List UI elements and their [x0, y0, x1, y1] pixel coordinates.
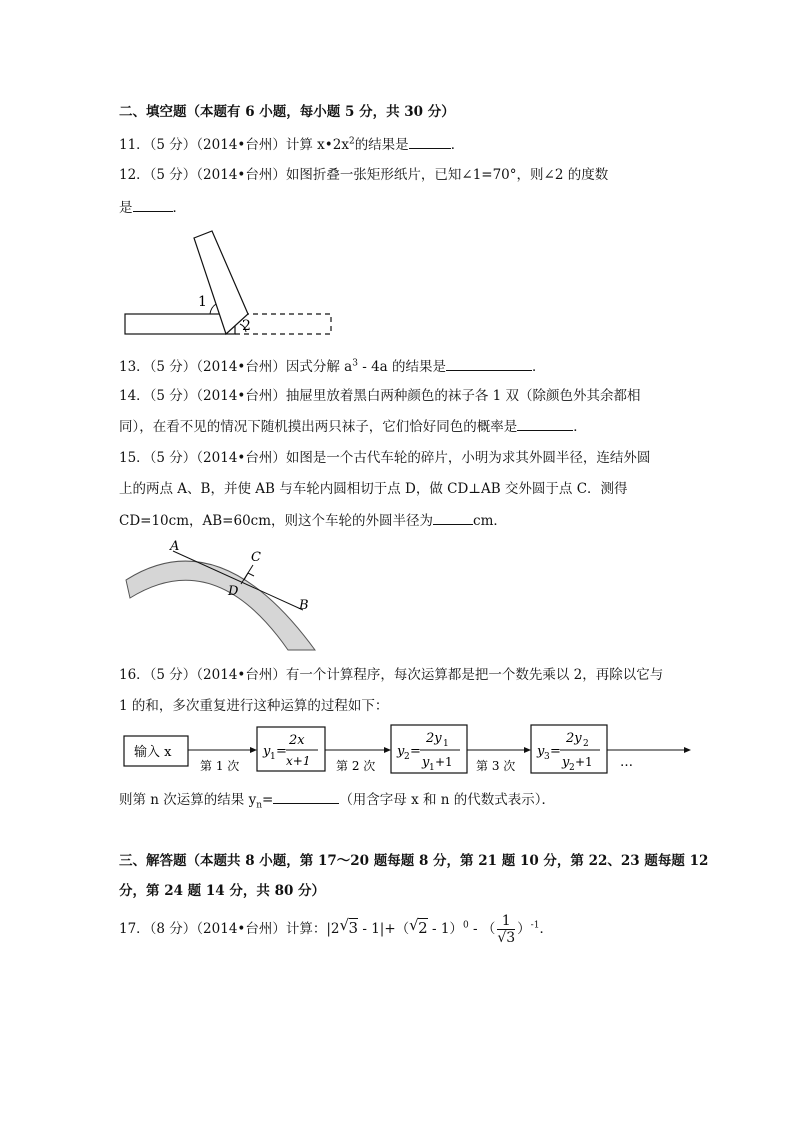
question-16-line3	[119, 789, 555, 810]
q13-exponent: 3	[352, 358, 358, 369]
question-12-line1: 12．（5 分）（2014•台州）如图折叠一张矩形纸片，已知∠1=70°，则∠2 的度数	[119, 167, 609, 183]
q11-text: 11．（5 分）（2014•台州）计算 x•2x	[119, 137, 349, 153]
q12-prefix: 是	[119, 200, 133, 216]
box3-num: 2y	[566, 731, 582, 746]
q17-sqrt-2: √ 2	[409, 916, 428, 937]
box2-den-sub: 1	[429, 763, 435, 773]
q16-end: （用含字母 x 和 n 的代数式表示）．	[339, 792, 556, 808]
q13-answer-blank	[446, 356, 532, 371]
q11-suffix: 的结果是	[354, 137, 409, 153]
box3-den: y	[562, 755, 570, 770]
q14-end: ．	[573, 419, 587, 435]
question-14-line1: 14．（5 分）（2014•台州）抽屉里放着黑白两种颜色的袜子各 1 双（除颜色外其余都相	[119, 388, 641, 404]
svg-text:=: =	[410, 744, 421, 759]
arrow-2-head	[384, 747, 391, 753]
step-2-label: 第 2 次	[336, 759, 376, 773]
angle-1-arc	[210, 304, 216, 314]
q17-exp-0: 0	[462, 920, 469, 931]
q16-answer-blank	[273, 789, 339, 804]
box3-den-rest: +1	[575, 755, 593, 769]
angle-2-label: 2	[242, 318, 251, 334]
question-15-line3	[119, 510, 507, 531]
box1-den: x+1	[286, 754, 311, 768]
svg-text:=: =	[276, 744, 287, 759]
q11-end: ．	[450, 137, 465, 153]
point-A-label: A	[170, 539, 180, 554]
q16-sub-n: n	[256, 800, 262, 811]
q17-end: ．	[539, 921, 553, 937]
arrow-1-head	[250, 747, 257, 753]
box1-num: 2x	[289, 733, 305, 748]
question-11	[119, 134, 464, 155]
q17-fraction: $\frac{1}{√3}$	[497, 913, 516, 946]
q13-suffix: - 4a 的结果是	[357, 359, 447, 375]
q14-answer-blank	[517, 416, 573, 431]
q12-answer-blank	[133, 197, 173, 212]
q16-eq: =	[262, 792, 274, 808]
section-3-header-line1: 三、解答题（本题共 8 小题，第 17～20 题每题 8 分，第 21 题 10 分，第 22、23 题每题 12	[119, 853, 709, 869]
question-16-line1: 16．（5 分）（2014•台州）有一个计算程序，每次运算都是把一个数先乘以 2，再除以它与	[119, 667, 664, 683]
question-17	[119, 913, 553, 946]
q17-exp-neg1: -1	[530, 920, 540, 931]
input-label: 输入 x	[134, 745, 172, 760]
angle-1-label: 1	[198, 294, 207, 310]
arrow-3-head	[524, 747, 531, 753]
box3-lhs: y	[537, 744, 545, 759]
box3-den-sub: 2	[569, 763, 575, 773]
section-3-header-line2: 分，第 24 题 14 分，共 80 分）	[119, 883, 326, 899]
q11-answer-blank	[409, 134, 451, 149]
box-y3	[531, 725, 607, 773]
question-12-line2	[119, 197, 186, 218]
box2-lhs-sub: 2	[404, 752, 410, 762]
svg-text:=: =	[550, 744, 561, 759]
q17-mid3: - （	[468, 921, 496, 937]
folded-strip	[194, 231, 248, 334]
paper-strip	[125, 314, 235, 334]
box1-lhs: y	[263, 744, 271, 759]
q17-mid1: - 1|+（	[358, 921, 410, 937]
box-y1	[257, 727, 325, 771]
question-13	[119, 356, 546, 377]
q12-folded-paper-figure	[118, 228, 338, 340]
q17-mid4: ）	[517, 921, 531, 937]
flow-ellipsis: …	[620, 755, 633, 770]
point-C-label: C	[251, 550, 261, 565]
box2-lhs: y	[397, 744, 405, 759]
question-16-line2: 1 的和，多次重复进行这种运算的过程如下：	[119, 698, 389, 714]
q13-end: ．	[532, 359, 546, 375]
q11-exponent: 2	[348, 136, 355, 147]
q16-flow-diagram	[118, 722, 698, 784]
q15-end: cm．	[473, 513, 507, 529]
wheel-ring	[126, 561, 315, 650]
step-3-label: 第 3 次	[476, 759, 516, 773]
box-y2	[391, 725, 467, 773]
box2-num: 2y	[426, 731, 442, 746]
q15-wheel-fragment-figure	[120, 540, 320, 655]
box1-lhs-sub: 1	[270, 752, 276, 762]
q17-sqrt-3: √ 3	[339, 916, 359, 937]
box2-den: y	[422, 755, 430, 770]
point-B-label: B	[299, 598, 309, 613]
q16-prefix: 则第 n 次运算的结果 y	[119, 792, 257, 808]
box3-num-sub: 2	[583, 739, 589, 749]
arrow-4-head	[684, 747, 691, 753]
q15-answer-blank	[433, 510, 473, 525]
input-box	[124, 736, 188, 766]
point-D-label: D	[228, 584, 239, 599]
question-15-line1: 15．（5 分）（2014•台州）如图是一个古代车轮的碎片，小明为求其外圆半径，连结外圆	[119, 450, 651, 466]
box2-den-rest: +1	[435, 755, 453, 769]
q17-prefix: 17．（8 分）（2014•台州）计算：|2	[119, 921, 340, 937]
box2-num-sub: 1	[443, 739, 449, 749]
q15-text: CD=10cm，AB=60cm，则这个车轮的外圆半径为	[119, 513, 434, 529]
q12-end: ．	[172, 200, 186, 216]
right-angle-mark	[244, 573, 254, 580]
step-1-label: 第 1 次	[200, 759, 240, 773]
section-2-header: 二、填空题（本题有 6 小题，每小题 5 分，共 30 分）	[119, 104, 455, 120]
q13-text: 13．（5 分）（2014•台州）因式分解 a	[119, 359, 353, 375]
q14-text: 同），在看不见的情况下随机摸出两只袜子，它们恰好同色的概率是	[119, 419, 518, 435]
question-14-line2	[119, 416, 587, 437]
question-15-line2: 上的两点 A、B，并使 AB 与车轮内圆相切于点 D，做 CD⊥AB 交外圆于点 C．测得	[119, 481, 628, 497]
box3-lhs-sub: 3	[544, 752, 550, 762]
q17-mid2: - 1）	[427, 921, 463, 937]
